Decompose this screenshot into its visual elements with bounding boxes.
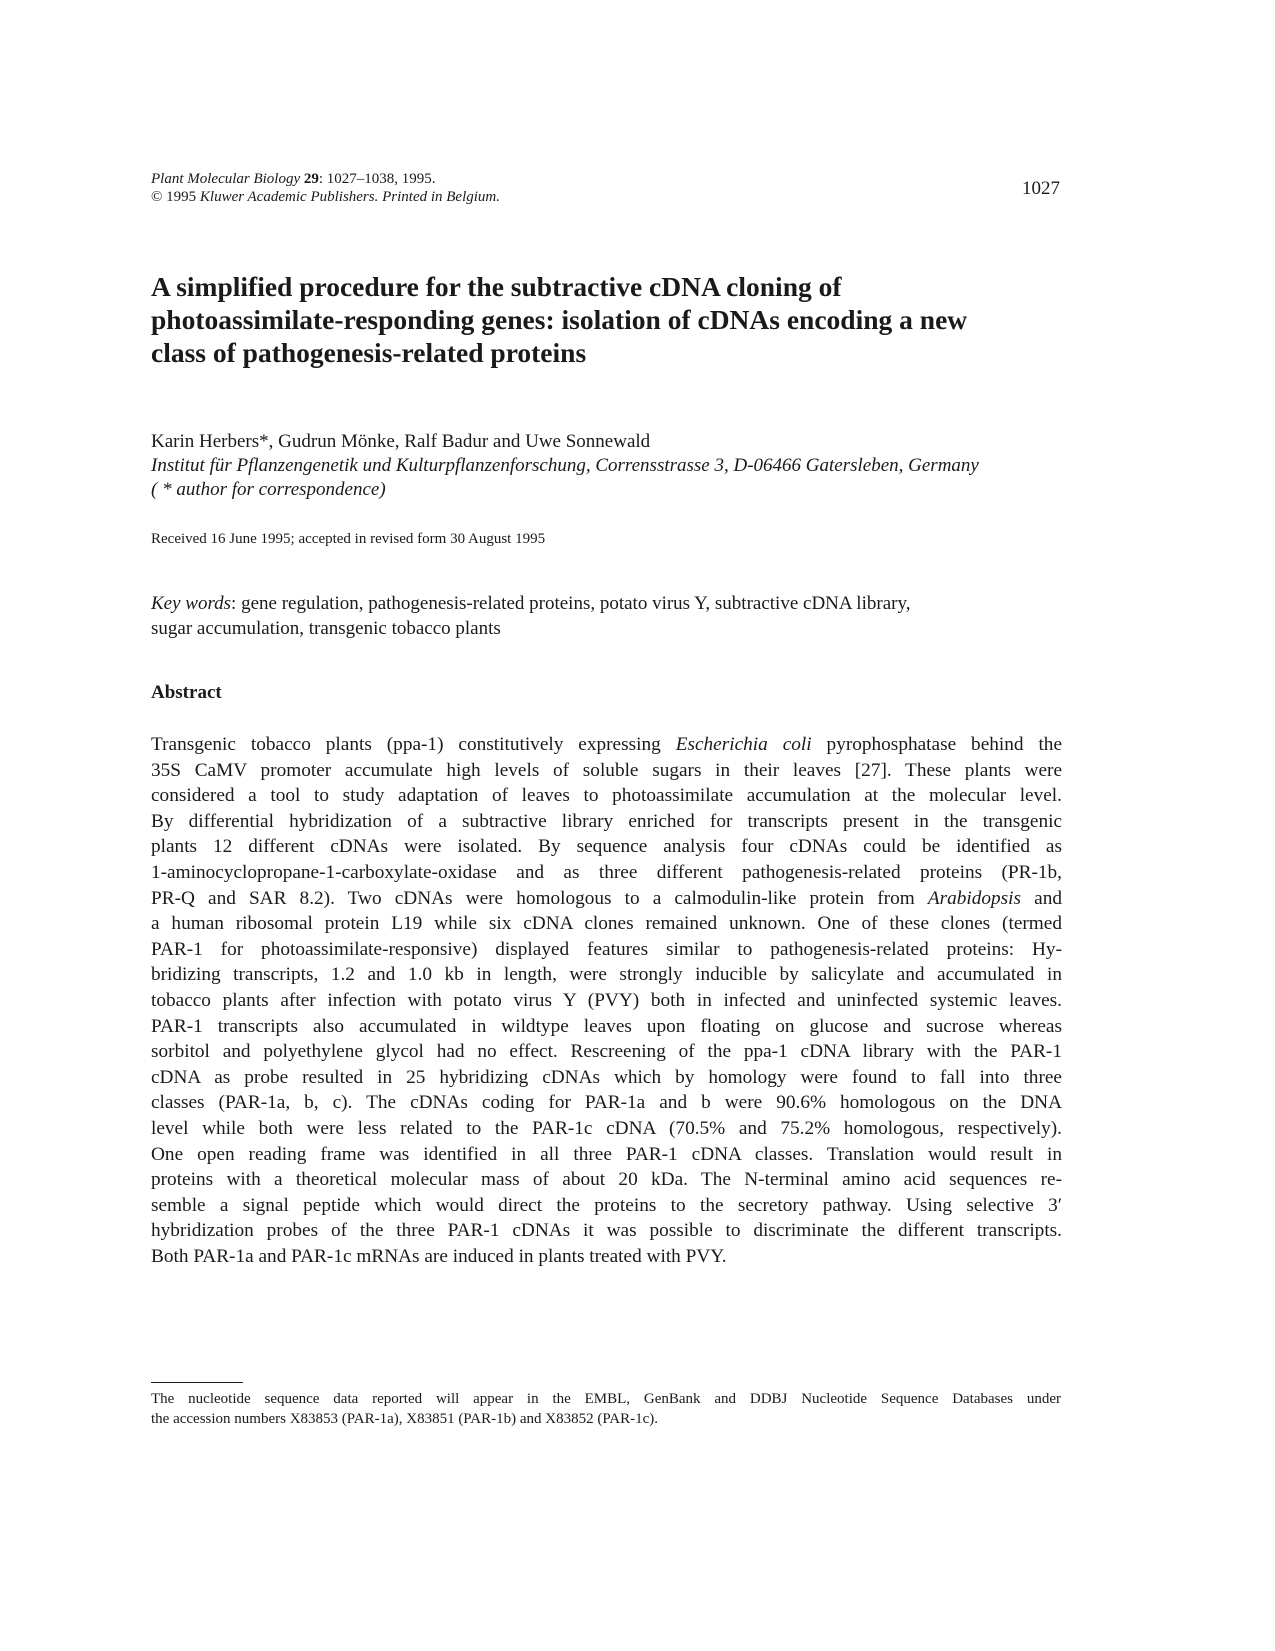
journal-citation [151, 170, 851, 206]
page-number: 1027 [1022, 178, 1060, 199]
keywords-line: sugar accumulation, transgenic tobacco plants [151, 618, 501, 639]
journal-citation-line [151, 170, 851, 188]
abstract-text: and [1021, 887, 1062, 909]
received-date: Received 16 June 1995; accepted in revised form 30 August 1995 [151, 531, 546, 547]
copyright-symbol: © [151, 189, 163, 205]
abstract-line: classes (PAR-1a, b, c). The cDNAs coding for PAR-1a and b were 90.6% homologous on the DNA [151, 1092, 1062, 1114]
abstract-text: PR-Q and SAR 8.2). Two cDNAs were homologous to a calmodulin-like protein from [151, 887, 928, 909]
footnote-line: The nucleotide sequence data reported will appear in the EMBL, GenBank and DDBJ Nucleotide Sequence Databases under [151, 1391, 1061, 1407]
abstract-line: hybridization probes of the three PAR-1 cDNAs it was possible to discriminate the different transcripts. [151, 1220, 1062, 1242]
correspondence-note: ( * author for correspondence) [151, 479, 386, 500]
journal-pages-year: : 1027–1038, 1995. [318, 171, 436, 187]
abstract-text: pyrophosphatase behind the [811, 734, 1063, 755]
footnote-line: the accession numbers X83853 (PAR-1a), X83851 (PAR-1b) and X83852 (PAR-1c). [151, 1411, 659, 1427]
title-line: A simplified procedure for the subtractive cDNA cloning of [151, 271, 842, 302]
authors: Karin Herbers*, Gudrun Mönke, Ralf Badur and Uwe Sonnewald [151, 431, 651, 452]
abstract-line: considered a tool to study adaptation of leaves to photoassimilate accumulation at the molecular level. [151, 785, 1062, 807]
abstract-heading: Abstract [151, 682, 222, 703]
abstract-line: tobacco plants after infection with potato virus Y (PVY) both in infected and uninfected systemic leaves. [151, 989, 1062, 1011]
publisher: Kluwer Academic Publishers. Printed in Belgium. [199, 189, 501, 205]
journal-volume: 29 [303, 171, 319, 187]
abstract-line: Both PAR-1a and PAR-1c mRNAs are induced in plants treated with PVY. [151, 1245, 727, 1267]
keywords-text: : gene regulation, pathogenesis-related proteins, potato virus Y, subtractive cDNA library, [231, 593, 911, 614]
paper-title [151, 270, 1071, 369]
keywords [151, 591, 1071, 641]
abstract-line [151, 886, 1062, 912]
abstract-line: 35S CaMV promoter accumulate high levels of soluble sugars in their leaves [27]. These plants were [151, 759, 1062, 781]
abstract-line: PAR-1 for photoassimilate-responsive) displayed features similar to pathogenesis-related proteins: Hy- [151, 938, 1062, 960]
copyright-line [151, 188, 851, 206]
title-line: class of pathogenesis-related proteins [151, 337, 587, 368]
keywords-label: Key words [151, 593, 232, 614]
journal-name: Plant Molecular Biology [151, 171, 301, 187]
footnote [151, 1389, 1061, 1429]
abstract-line: sorbitol and polyethylene glycol had no effect. Rescreening of the ppa-1 cDNA library with the PAR-1 [151, 1041, 1062, 1063]
copyright-year: 1995 [162, 189, 200, 205]
abstract-line: proteins with a theoretical molecular mass of about 20 kDa. The N-terminal amino acid sequences re- [151, 1169, 1062, 1191]
title-line: photoassimilate-responding genes: isolation of cDNAs encoding a new [151, 304, 968, 335]
footnote-rule [151, 1382, 243, 1383]
abstract-line: 1-aminocyclopropane-1-carboxylate-oxidase and as three different pathogenesis-related proteins (PR-1b, [151, 861, 1062, 883]
abstract-line: level while both were less related to the PAR-1c cDNA (70.5% and 75.2% homologous, respectively). [151, 1117, 1062, 1139]
abstract-line: One open reading frame was identified in all three PAR-1 cDNA classes. Translation would result in [151, 1143, 1062, 1165]
abstract-line: bridizing transcripts, 1.2 and 1.0 kb in length, were strongly inducible by salicylate and accumulated in [151, 964, 1062, 986]
abstract-line: a human ribosomal protein L19 while six cDNA clones remained unknown. One of these clones (termed [151, 913, 1062, 935]
species-name: Arabidopsis [927, 887, 1022, 909]
abstract-line: By differential hybridization of a subtractive library enriched for transcripts present in the transgenic [151, 810, 1062, 832]
abstract-body [151, 732, 1062, 1269]
species-name: Escherichia coli [675, 734, 812, 755]
affiliation-line: Institut für Pflanzengenetik und Kulturpflanzenforschung, Corrensstrasse 3, D-06466 Gatersleben, Germany [151, 455, 979, 476]
affiliation [151, 454, 1071, 502]
keywords-line [151, 591, 1071, 616]
abstract-line [151, 732, 1062, 758]
abstract-line: semble a signal peptide which would direct the proteins to the secretory pathway. Using selective 3′ [151, 1194, 1062, 1216]
abstract-text: Transgenic tobacco plants (ppa-1) constitutively expressing [151, 734, 676, 755]
abstract-line: plants 12 different cDNAs were isolated. By sequence analysis four cDNAs could be identified as [151, 836, 1062, 858]
abstract-line: PAR-1 transcripts also accumulated in wildtype leaves upon floating on glucose and sucrose whereas [151, 1015, 1062, 1037]
abstract-line: cDNA as probe resulted in 25 hybridizing cDNAs which by homology were found to fall into three [151, 1066, 1062, 1088]
